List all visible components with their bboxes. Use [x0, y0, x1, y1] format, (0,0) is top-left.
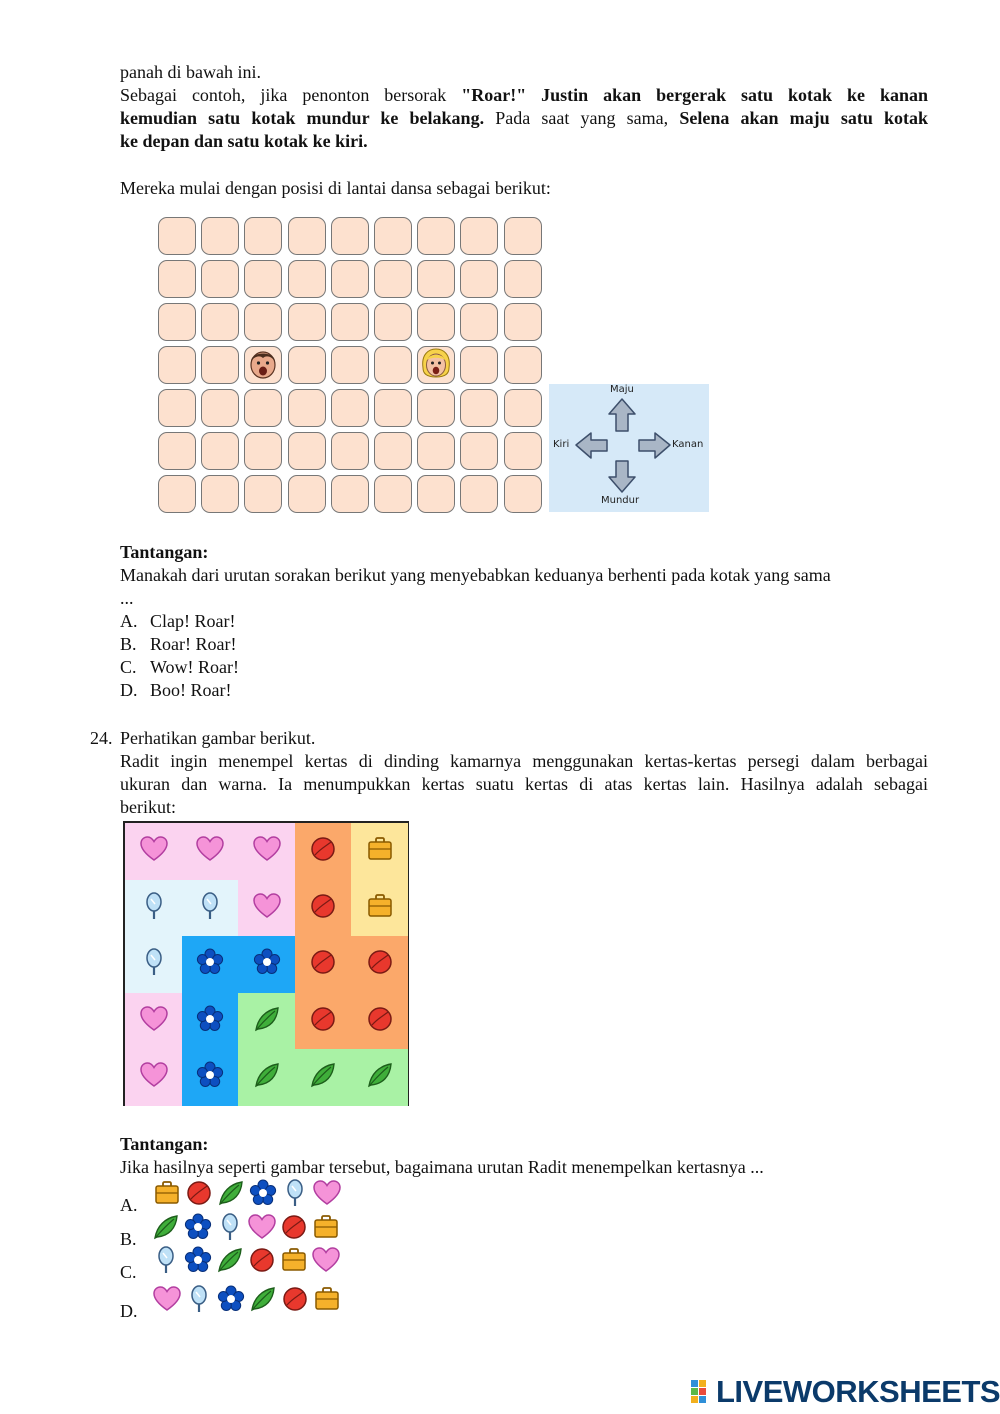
floor-tile [374, 389, 412, 427]
leaf-icon [215, 1245, 245, 1280]
floor-tile [417, 432, 455, 470]
paper-cell [182, 993, 239, 1050]
arrow-label-up: Maju [610, 384, 634, 395]
mirror-icon [215, 1212, 245, 1247]
floor-tile [374, 303, 412, 341]
floor-tile [244, 260, 282, 298]
heart-icon [252, 891, 282, 926]
floor-tile [504, 260, 542, 298]
q23-ellipsis: ... [120, 588, 134, 608]
heart-icon [139, 834, 169, 869]
q24-option[interactable] [120, 1284, 342, 1319]
mirror-icon [195, 891, 225, 926]
flower-icon [195, 947, 225, 982]
floor-tile [201, 475, 239, 513]
option-text: Wow! Roar! [150, 657, 240, 677]
paper-cell [238, 823, 295, 880]
start-position-text: Mereka mulai dengan posisi di lantai dansa sebagai berikut: [120, 178, 551, 198]
paper-cell [295, 1049, 352, 1106]
briefcase-icon [312, 1284, 342, 1319]
floor-tile [460, 303, 498, 341]
option-letter: C. [120, 657, 137, 677]
option-text: Clap! Roar! [150, 611, 236, 631]
flower-icon [183, 1245, 213, 1280]
paper-cell [125, 993, 182, 1050]
q23-option[interactable] [120, 610, 235, 633]
flower-icon [195, 1004, 225, 1039]
example-line-3: ke depan dan satu kotak ke kiri. [120, 131, 368, 151]
floor-tile [158, 260, 196, 298]
paper-cell [351, 880, 408, 937]
paper-cell [351, 936, 408, 993]
floor-tile [288, 475, 326, 513]
paper-cell [238, 1049, 295, 1106]
leaf-icon [252, 1004, 282, 1039]
floor-tile [374, 346, 412, 384]
ball-icon [365, 947, 395, 982]
q24-option[interactable] [120, 1212, 341, 1247]
paper-cell [238, 936, 295, 993]
ball-icon [279, 1212, 309, 1247]
arrow-label-left: Kiri [553, 439, 570, 450]
floor-tile [417, 303, 455, 341]
mirror-icon [151, 1245, 181, 1280]
floor-tile [331, 389, 369, 427]
paper-cell [238, 993, 295, 1050]
briefcase-icon [279, 1245, 309, 1280]
floor-tile [374, 432, 412, 470]
leaf-icon [248, 1284, 278, 1319]
q23-option[interactable] [120, 633, 236, 656]
floor-tile [417, 217, 455, 255]
direction-legend [549, 384, 709, 512]
q24-body-line-2: ukuran dan warna. Ia menumpukkan kertas suatu kertas di atas kertas lain. Hasilnya adalah sebagai [120, 774, 928, 794]
heart-icon [152, 1284, 182, 1319]
flower-icon [183, 1212, 213, 1247]
option-text: Roar! Roar! [150, 634, 237, 654]
intro-line: panah di bawah ini. [120, 62, 261, 82]
q24-title: Perhatikan gambar berikut. [120, 728, 316, 748]
leaf-icon [252, 1060, 282, 1095]
floor-tile [460, 475, 498, 513]
floor-tile [244, 475, 282, 513]
option-letter: D. [120, 1301, 138, 1321]
example-line-2: kemudian satu kotak mundur ke belakang. Pada saat yang sama, Selena akan maju satu kotak [120, 108, 929, 128]
floor-tile [244, 389, 282, 427]
ball-icon [308, 834, 338, 869]
q24-question: Jika hasilnya seperti gambar tersebut, bagaimana urutan Radit menempelkan kertasnya ... [120, 1157, 764, 1177]
floor-tile [374, 260, 412, 298]
paper-cell [182, 1049, 239, 1106]
floor-tile [288, 217, 326, 255]
flower-icon [216, 1284, 246, 1319]
floor-tile [331, 217, 369, 255]
floor-tile [460, 346, 498, 384]
paper-cell [182, 880, 239, 937]
floor-tile [504, 475, 542, 513]
mirror-icon [280, 1178, 310, 1213]
mirror-icon [184, 1284, 214, 1319]
floor-tile [201, 303, 239, 341]
floor-tile [158, 475, 196, 513]
floor-tile [201, 432, 239, 470]
q24-option[interactable] [120, 1245, 341, 1280]
option-text: Boo! Roar! [150, 680, 232, 700]
example-line-1: Sebagai contoh, jika penonton bersorak "Roar!" Justin akan bergerak satu kotak ke kanan [120, 85, 928, 105]
floor-tile [460, 260, 498, 298]
flower-icon [248, 1178, 278, 1213]
floor-tile [417, 389, 455, 427]
floor-tile [460, 432, 498, 470]
floor-tile [460, 389, 498, 427]
floor-tile [417, 260, 455, 298]
option-letter: B. [120, 1229, 137, 1249]
q23-option[interactable] [120, 656, 239, 679]
floor-tile [201, 389, 239, 427]
briefcase-icon [152, 1178, 182, 1213]
option-letter: D. [120, 680, 138, 700]
heart-icon [139, 1060, 169, 1095]
leaf-icon [216, 1178, 246, 1213]
logo-mark-icon [690, 1379, 716, 1405]
paper-cell [182, 823, 239, 880]
q24-number: 24. [90, 728, 113, 748]
floor-tile [244, 303, 282, 341]
liveworksheets-logo [690, 1374, 1000, 1410]
floor-tile [331, 260, 369, 298]
leaf-icon [151, 1212, 181, 1247]
option-letter: A. [120, 1195, 138, 1215]
paper-cell [238, 880, 295, 937]
ball-icon [308, 891, 338, 926]
paper-cell [295, 823, 352, 880]
floor-tile [201, 260, 239, 298]
q23-question: Manakah dari urutan sorakan berikut yang menyebabkan keduanya berhenti pada kotak yang sama [120, 565, 831, 585]
paper-cell [351, 1049, 408, 1106]
briefcase-icon [311, 1212, 341, 1247]
leaf-icon [365, 1060, 395, 1095]
logo-text: LIVEWORKSHEETS [716, 1374, 1000, 1409]
ball-icon [280, 1284, 310, 1319]
paper-cell [295, 993, 352, 1050]
floor-tile [158, 432, 196, 470]
floor-tile [288, 346, 326, 384]
floor-tile [288, 432, 326, 470]
heart-icon [252, 834, 282, 869]
q23-heading: Tantangan: [120, 542, 209, 562]
arrow-label-down: Mundur [601, 495, 640, 506]
option-letter: C. [120, 1262, 137, 1282]
floor-tile [504, 432, 542, 470]
floor-tile [331, 432, 369, 470]
justin-face-icon [246, 346, 280, 385]
heart-icon [139, 1004, 169, 1039]
flower-icon [252, 947, 282, 982]
heart-icon [311, 1245, 341, 1280]
mirror-icon [139, 891, 169, 926]
heart-icon [312, 1178, 342, 1213]
paper-cell [295, 880, 352, 937]
floor-tile [504, 303, 542, 341]
floor-tile [331, 303, 369, 341]
mirror-icon [139, 947, 169, 982]
floor-tile [331, 475, 369, 513]
paper-cell [351, 823, 408, 880]
floor-tile [504, 389, 542, 427]
floor-tile [201, 346, 239, 384]
floor-tile [244, 432, 282, 470]
floor-tile [417, 346, 455, 384]
ball-icon [184, 1178, 214, 1213]
selena-face-icon [419, 346, 453, 385]
paper-cell [182, 936, 239, 993]
paper-cell [351, 993, 408, 1050]
paper-cell [295, 936, 352, 993]
heart-icon [195, 834, 225, 869]
option-letter: A. [120, 611, 138, 631]
ball-icon [365, 1004, 395, 1039]
briefcase-icon [365, 834, 395, 869]
floor-tile [331, 346, 369, 384]
floor-tile [244, 217, 282, 255]
floor-tile [158, 389, 196, 427]
floor-tile [158, 346, 196, 384]
ball-icon [247, 1245, 277, 1280]
paper-cell [125, 936, 182, 993]
floor-tile [288, 303, 326, 341]
floor-tile [158, 303, 196, 341]
floor-tile [288, 389, 326, 427]
floor-tile [288, 260, 326, 298]
ball-icon [308, 947, 338, 982]
q24-body-line-3: berikut: [120, 797, 176, 817]
floor-tile [201, 217, 239, 255]
paper-cell [125, 880, 182, 937]
heart-icon [247, 1212, 277, 1247]
briefcase-icon [365, 891, 395, 926]
leaf-icon [308, 1060, 338, 1095]
floor-tile [504, 346, 542, 384]
floor-tile [374, 217, 412, 255]
flower-icon [195, 1060, 225, 1095]
paper-cell [125, 1049, 182, 1106]
q23-option[interactable] [120, 679, 231, 702]
floor-tile [460, 217, 498, 255]
ball-icon [308, 1004, 338, 1039]
q24-body-line-1: Radit ingin menempel kertas di dinding kamarnya menggunakan kertas-kertas persegi dalam berbagai [120, 751, 928, 771]
floor-tile [374, 475, 412, 513]
floor-tile [158, 217, 196, 255]
floor-tile [504, 217, 542, 255]
arrow-label-right: Kanan [672, 439, 704, 450]
option-letter: B. [120, 634, 137, 654]
floor-tile [244, 346, 282, 384]
paper-cell [125, 823, 182, 880]
paper-stack-grid [123, 821, 409, 1106]
floor-tile [417, 475, 455, 513]
q24-option[interactable] [120, 1178, 342, 1213]
q24-heading: Tantangan: [120, 1134, 209, 1154]
